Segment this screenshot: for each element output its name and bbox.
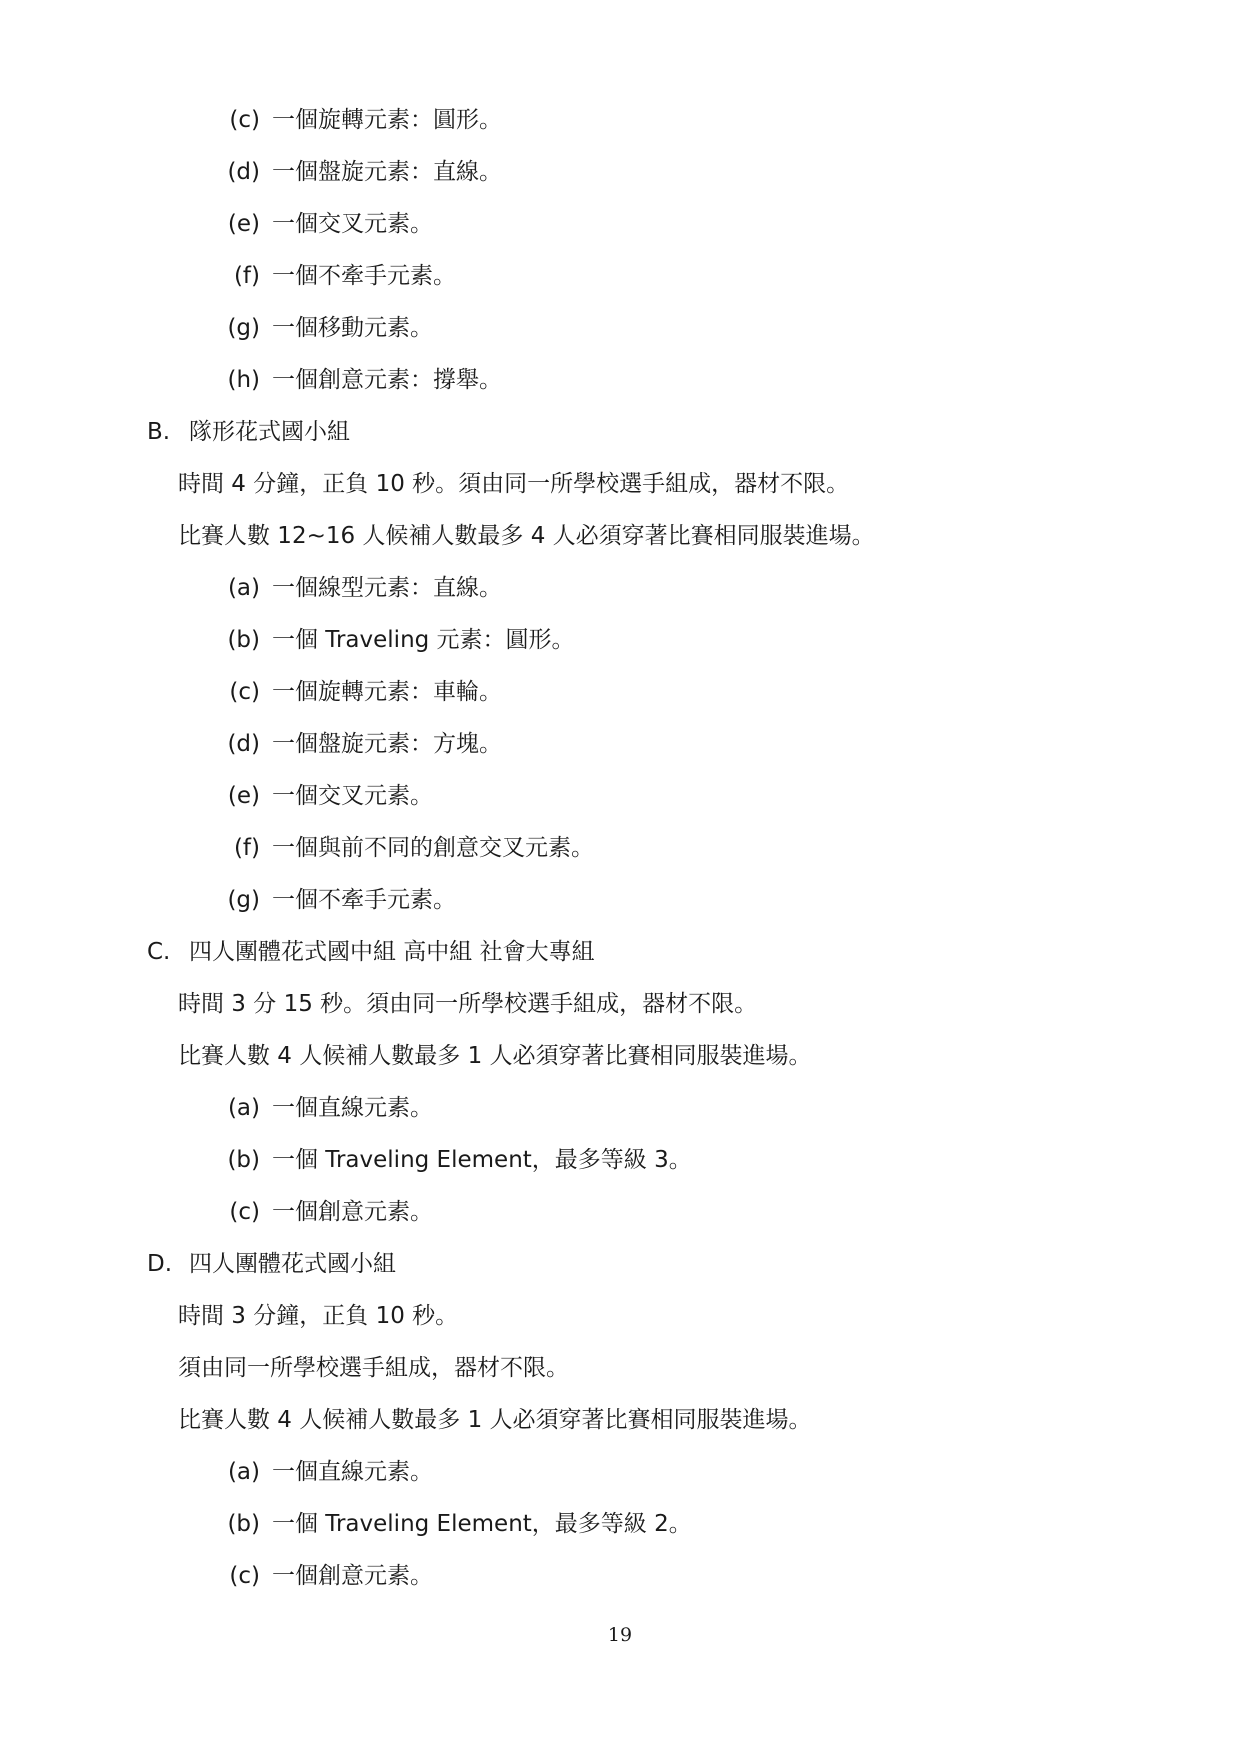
list-item: [224, 1452, 433, 1492]
list-item: [224, 100, 502, 140]
line-text: 一個盤旋元素：直線。: [272, 159, 502, 185]
line-text: 一個移動元素。: [272, 315, 433, 341]
list-item: [224, 152, 502, 192]
section-title: 隊形花式國小組: [189, 419, 350, 445]
item-label: (h): [227, 367, 260, 393]
line-text: 比賽人數 4 人候補人數最多 1 人必須穿著比賽相同服裝進場。: [178, 1043, 812, 1069]
line-text: 一個 Traveling 元素：圓形。: [272, 627, 575, 653]
list-item: [224, 1556, 433, 1596]
line-text: 一個直線元素。: [272, 1095, 433, 1121]
page-number: 19: [607, 1624, 633, 1646]
item-label: (b): [227, 1511, 260, 1537]
list-item: [224, 880, 456, 920]
section-title: 四人團體花式國中組 高中組 社會大專組: [189, 939, 595, 965]
line-text: 一個與前不同的創意交叉元素。: [272, 835, 594, 861]
list-item: [224, 776, 433, 816]
paragraph-line: [178, 516, 875, 556]
section-heading: [147, 412, 350, 452]
paragraph-line: [178, 464, 849, 504]
line-text: 一個創意元素。: [272, 1563, 433, 1589]
line-text: 一個創意元素。: [272, 1199, 433, 1225]
line-text: 一個創意元素：撐舉。: [272, 367, 502, 393]
line-text: 時間 4 分鐘，正負 10 秒。須由同一所學校選手組成，器材不限。: [178, 471, 850, 497]
item-label: (f): [233, 263, 260, 289]
line-text: 一個旋轉元素：車輪。: [272, 679, 502, 705]
line-text: 時間 3 分鐘，正負 10 秒。: [178, 1303, 459, 1329]
item-label: (e): [227, 211, 260, 237]
line-text: 一個旋轉元素：圓形。: [272, 107, 502, 133]
line-text: 一個 Traveling Element，最多等級 3。: [272, 1147, 692, 1173]
line-text: 比賽人數 4 人候補人數最多 1 人必須穿著比賽相同服裝進場。: [178, 1407, 812, 1433]
section-label: C.: [147, 939, 171, 965]
section-label: D.: [147, 1251, 173, 1277]
list-item: [224, 1192, 433, 1232]
item-label: (b): [227, 1147, 260, 1173]
paragraph-line: [178, 1296, 458, 1336]
list-item: [224, 360, 502, 400]
list-item: [224, 672, 502, 712]
item-label: (a): [227, 1459, 260, 1485]
paragraph-line: [178, 984, 757, 1024]
item-label: (b): [227, 627, 260, 653]
line-text: 一個不牽手元素。: [272, 887, 456, 913]
item-label: (d): [227, 159, 260, 185]
list-item: [224, 1088, 433, 1128]
section-heading: [147, 1244, 396, 1284]
line-text: 比賽人數 12~16 人候補人數最多 4 人必須穿著比賽相同服裝進場。: [178, 523, 875, 549]
item-label: (e): [227, 783, 260, 809]
item-label: (c): [229, 107, 260, 133]
section-heading: [147, 932, 595, 972]
list-item: [224, 568, 502, 608]
line-text: 一個交叉元素。: [272, 211, 433, 237]
item-label: (d): [227, 731, 260, 757]
paragraph-line: [178, 1348, 569, 1388]
list-item: [224, 1140, 692, 1180]
line-text: 須由同一所學校選手組成，器材不限。: [178, 1355, 569, 1381]
list-item: [224, 256, 456, 296]
item-label: (g): [227, 887, 260, 913]
line-text: 一個直線元素。: [272, 1459, 433, 1485]
item-label: (c): [229, 1199, 260, 1225]
line-text: 一個線型元素：直線。: [272, 575, 502, 601]
list-item: [224, 308, 433, 348]
line-text: 一個不牽手元素。: [272, 263, 456, 289]
list-item: [224, 1504, 692, 1544]
line-text: 一個盤旋元素：方塊。: [272, 731, 502, 757]
paragraph-line: [178, 1036, 812, 1076]
section-label: B.: [147, 419, 171, 445]
item-label: (c): [229, 679, 260, 705]
list-item: [224, 724, 502, 764]
line-text: 時間 3 分 15 秒。須由同一所學校選手組成，器材不限。: [178, 991, 758, 1017]
item-label: (a): [227, 575, 260, 601]
line-text: 一個交叉元素。: [272, 783, 433, 809]
list-item: [224, 828, 594, 868]
item-label: (a): [227, 1095, 260, 1121]
item-label: (c): [229, 1563, 260, 1589]
list-item: [224, 204, 433, 244]
item-label: (g): [227, 315, 260, 341]
section-title: 四人團體花式國小組: [189, 1251, 396, 1277]
list-item: [224, 620, 575, 660]
paragraph-line: [178, 1400, 812, 1440]
line-text: 一個 Traveling Element，最多等級 2。: [272, 1511, 692, 1537]
item-label: (f): [233, 835, 260, 861]
